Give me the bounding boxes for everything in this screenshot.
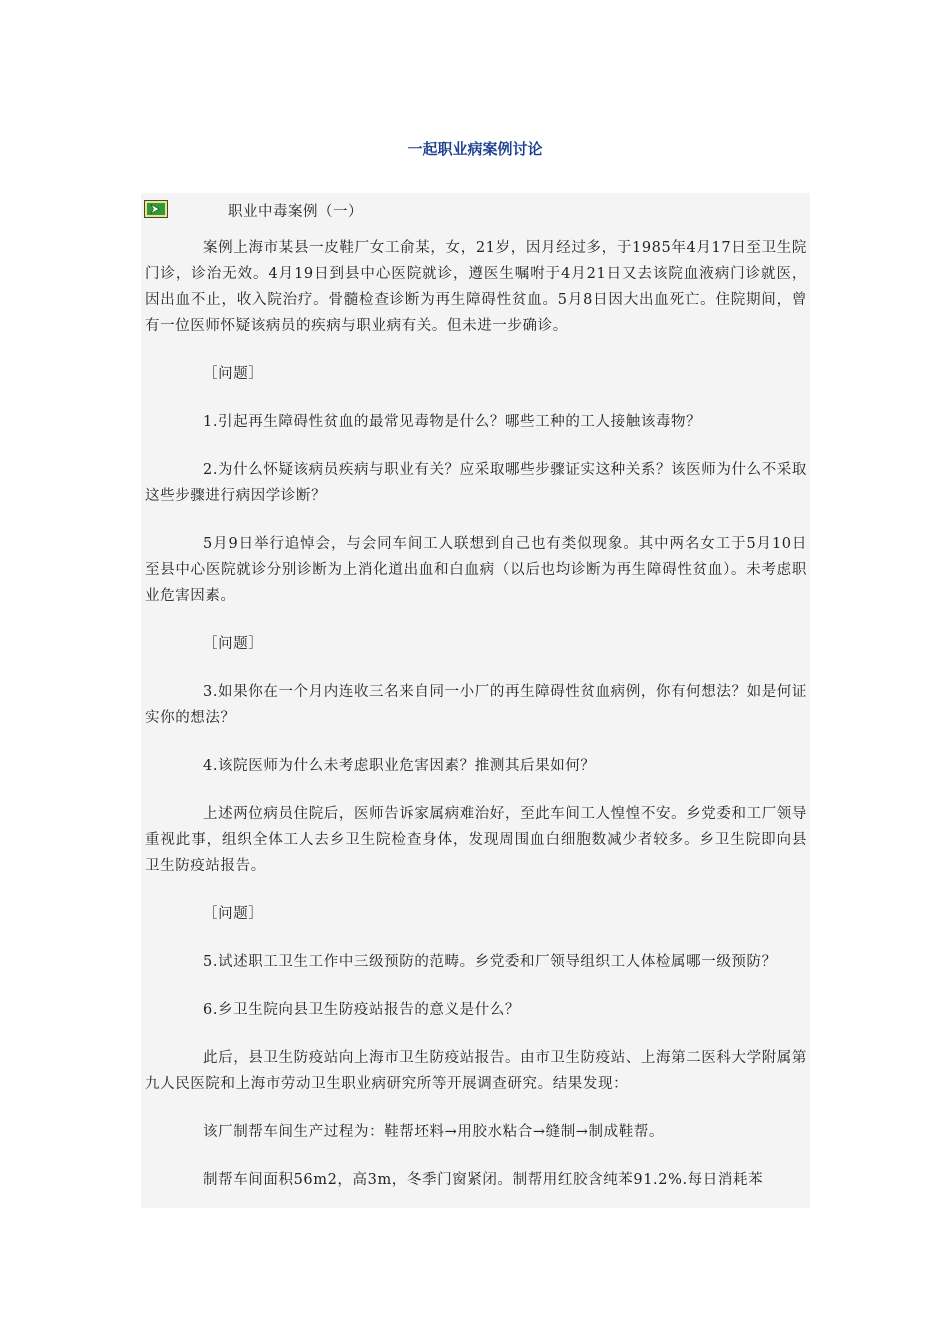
paragraph: 4.该院医师为什么未考虑职业危害因素？推测其后果如何？ — [203, 758, 596, 774]
paragraph: 制帮车间面积56m2，高3m，冬季门窗紧闭。制帮用红胶含纯苯91.2%.每日消耗苯 — [203, 1172, 764, 1188]
paragraph: 此后，县卫生防疫站向上海市卫生防疫站报告。由市卫生防疫站、上海第二医科大学附属第九人民医院和上海市劳动卫生职业病研究所等开展调查研究。结果发现： — [145, 1050, 807, 1092]
paragraph: 上述两位病员住院后，医师告诉家属病难治好，至此车间工人惶惶不安。乡党委和工厂领导重视此事，组织全体工人去乡卫生院检查身体，发现周围血白细胞数减少者较多。乡卫生院即向县卫生防疫站报告。 — [145, 806, 807, 874]
paragraph: ［问题］ — [203, 906, 264, 922]
section-heading: 职业中毒案例（一） — [228, 204, 363, 220]
paragraph: 该厂制帮车间生产过程为：鞋帮坯料→用胶水粘合→缝制→制成鞋帮。 — [203, 1124, 665, 1140]
section-heading-row — [141, 199, 810, 221]
paragraph: 6.乡卫生院向县卫生防疫站报告的意义是什么？ — [203, 1002, 521, 1018]
paragraph: ［问题］ — [203, 366, 264, 382]
paragraph: 5.试述职工卫生工作中三级预防的范畴。乡党委和厂领导组织工人体检属哪一级预防？ — [203, 954, 777, 970]
paragraph: ［问题］ — [203, 636, 264, 652]
paragraph: 2.为什么怀疑该病员疾病与职业有关？应采取哪些步骤证实这种关系？该医师为什么不采取这些步骤进行病因学诊断？ — [145, 462, 807, 504]
paragraph: 1.引起再生障碍性贫血的最常见毒物是什么？哪些工种的工人接触该毒物？ — [203, 414, 702, 430]
page-title: 一起职业病案例讨论 — [407, 140, 543, 158]
paragraph: 5月9日举行追悼会，与会同车间工人联想到自己也有类似现象。其中两名女工于5月10日至县中心医院就诊分别诊断为上消化道出血和白血病（以后也均诊断为再生障碍性贫血）。未考虑职业危害因素。 — [145, 536, 807, 604]
paragraph: 案例上海市某县一皮鞋厂女工俞某，女，21岁，因月经过多，于1985年4月17日至卫生院门诊，诊治无效。4月19日到县中心医院就诊，遵医生嘱咐于4月21日又去该院血液病门诊就医，因出血不止，收入院治疗。骨髓检查诊断为再生障碍性贫血。5月8日因大出血死亡。住院期间，曾有一位医师怀疑该病员的疾病与职业病有关。但未进一步确诊。 — [145, 240, 807, 334]
green-arrow-bullet-icon — [144, 200, 168, 218]
paragraph: 3.如果你在一个月内连收三名来自同一小厂的再生障碍性贫血病例，你有何想法？如是何证实你的想法？ — [145, 684, 807, 726]
article-body — [145, 235, 807, 1208]
article-content-box — [141, 193, 810, 1208]
